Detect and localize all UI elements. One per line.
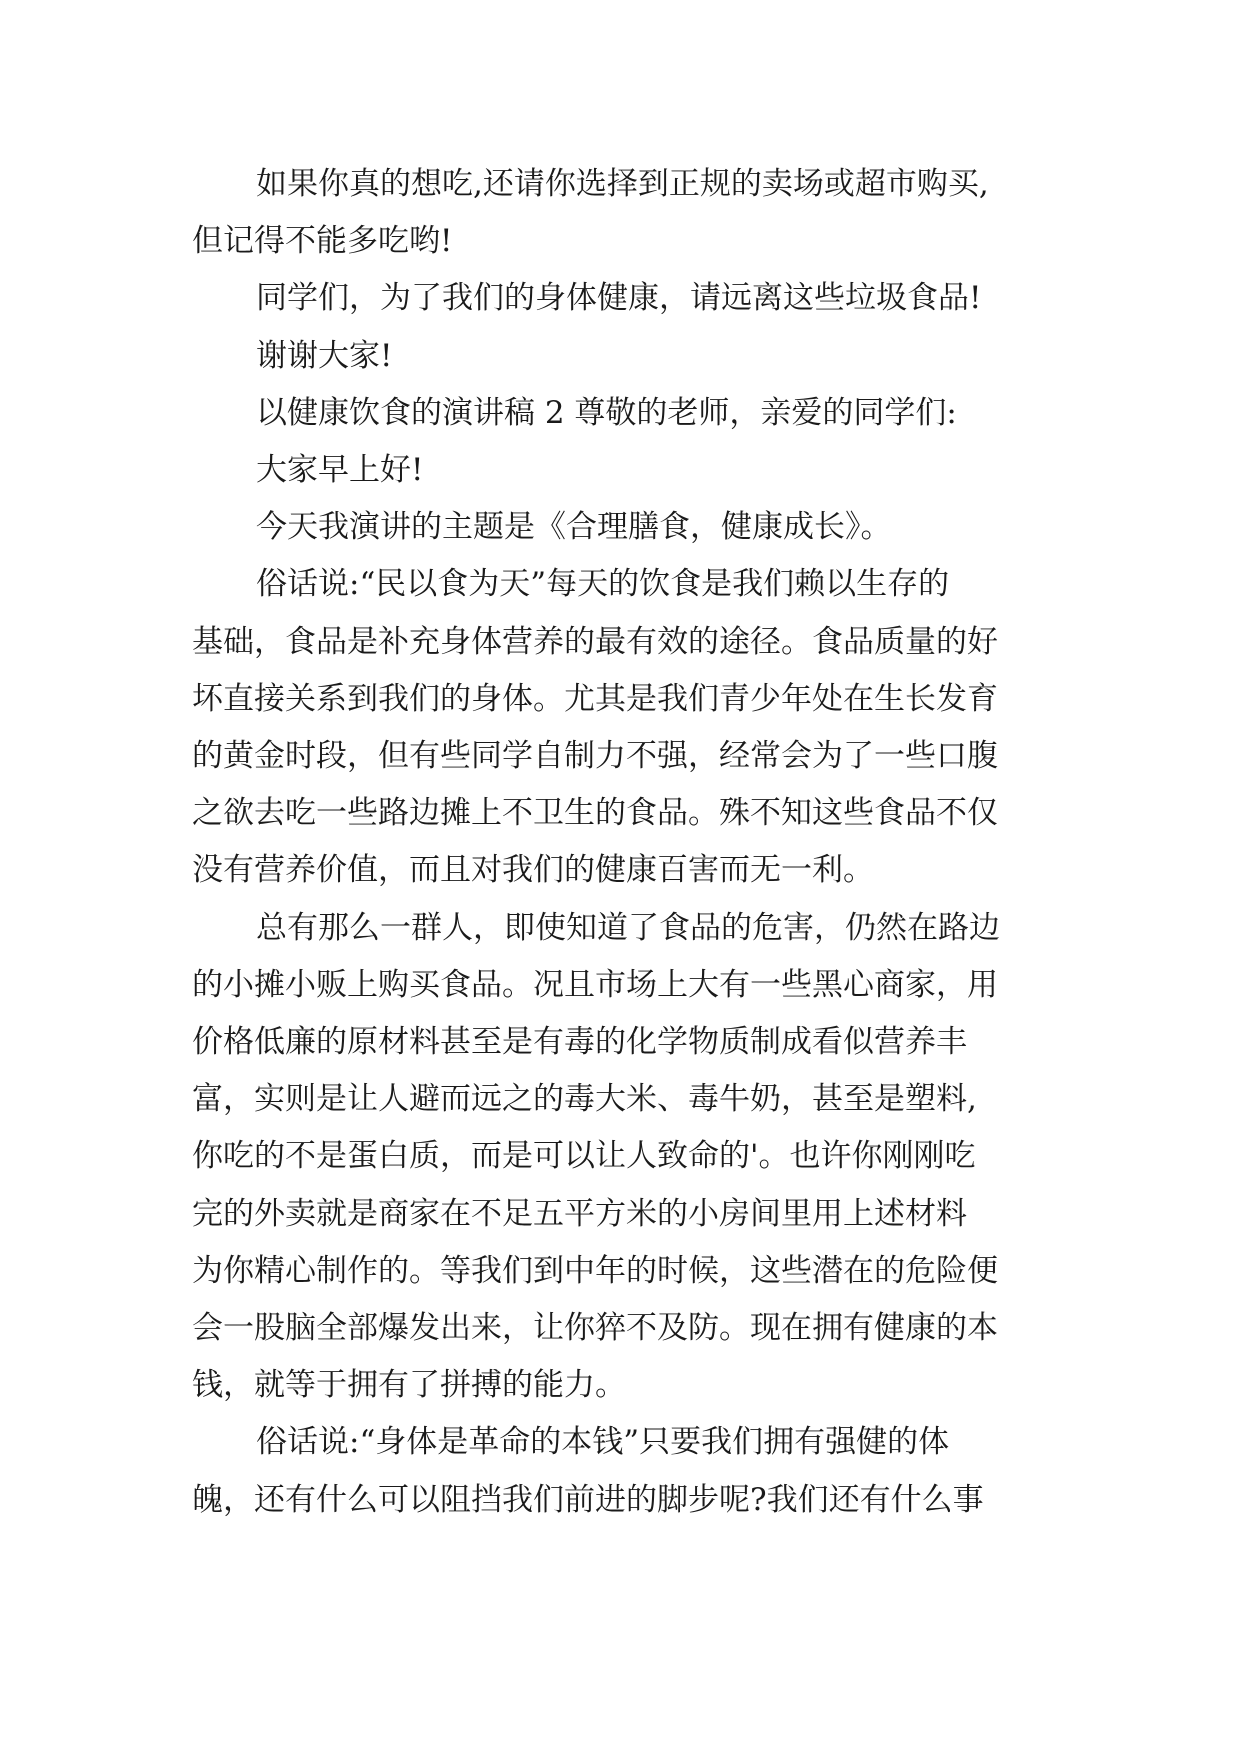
paragraph [192,328,1082,385]
text-line: 没有营养价值，而且对我们的健康百害而无一利。 [192,852,874,889]
text-line: 价格低廉的原材料甚至是有毒的化学物质制成看似营养丰 [192,1024,967,1061]
paragraph [192,442,1082,499]
paragraph [192,270,1082,327]
text-line: 同学们，为了我们的身体健康，请远离这些垃圾食品! [256,280,982,317]
text-line: 为你精心制作的。等我们到中年的时候，这些潜在的危险便 [192,1252,998,1289]
text-line: 总有那么一群人，即使知道了食品的危害，仍然在路边 [256,909,1000,946]
text-line: 你吃的不是蛋白质，而是可以让人致命的'。也许你刚刚吃 [192,1138,976,1175]
text-line: 如果你真的想吃,还请你选择到正规的卖场或超市购买, [256,166,989,202]
text-line: 俗话说:“民以食为天”每天的饮食是我们赖以生存的 [256,566,950,603]
text-line: 钱，就等于拥有了拼搏的能力。 [192,1367,626,1404]
text-line: 之欲去吃一些路边摊上不卫生的食品。殊不知这些食品不仅 [192,795,998,832]
paragraph [192,499,1082,556]
paragraph [192,156,1082,270]
text-line: 基础，食品是补充身体营养的最有效的途径。食品质量的好 [192,623,998,660]
text-line: 谢谢大家! [256,337,393,374]
text-line: 今天我演讲的主题是《合理膳食，健康成长》。 [256,509,892,546]
paragraph [192,385,1082,442]
text-line: 的黄金时段，但有些同学自制力不强，经常会为了一些口腹 [192,738,998,775]
text-line: 富，实则是让人避而远之的毒大米、毒牛奶，甚至是塑料, [192,1081,977,1118]
paragraph [192,900,1082,1415]
text-line: 完的外卖就是商家在不足五平方米的小房间里用上述材料 [192,1195,967,1232]
text-line: 俗话说:“身体是革命的本钱”只要我们拥有强健的体 [256,1424,950,1461]
paragraph [192,1414,1082,1528]
text-line: 大家早上好! [256,452,424,489]
document-body [192,156,1082,1529]
text-line: 魄，还有什么可以阻挡我们前进的脚步呢?我们还有什么事 [192,1481,984,1518]
text-line: 的小摊小贩上购买食品。况且市场上大有一些黑心商家，用 [192,966,998,1003]
paragraph [192,556,1082,899]
text-line: 以健康饮食的演讲稿 2 尊敬的老师，亲爱的同学们: [256,394,957,431]
text-line: 但记得不能多吃哟! [192,223,453,260]
text-line: 会一股脑全部爆发出来，让你猝不及防。现在拥有健康的本 [192,1310,998,1347]
text-line: 坏直接关系到我们的身体。尤其是我们青少年处在生长发育 [192,680,998,717]
